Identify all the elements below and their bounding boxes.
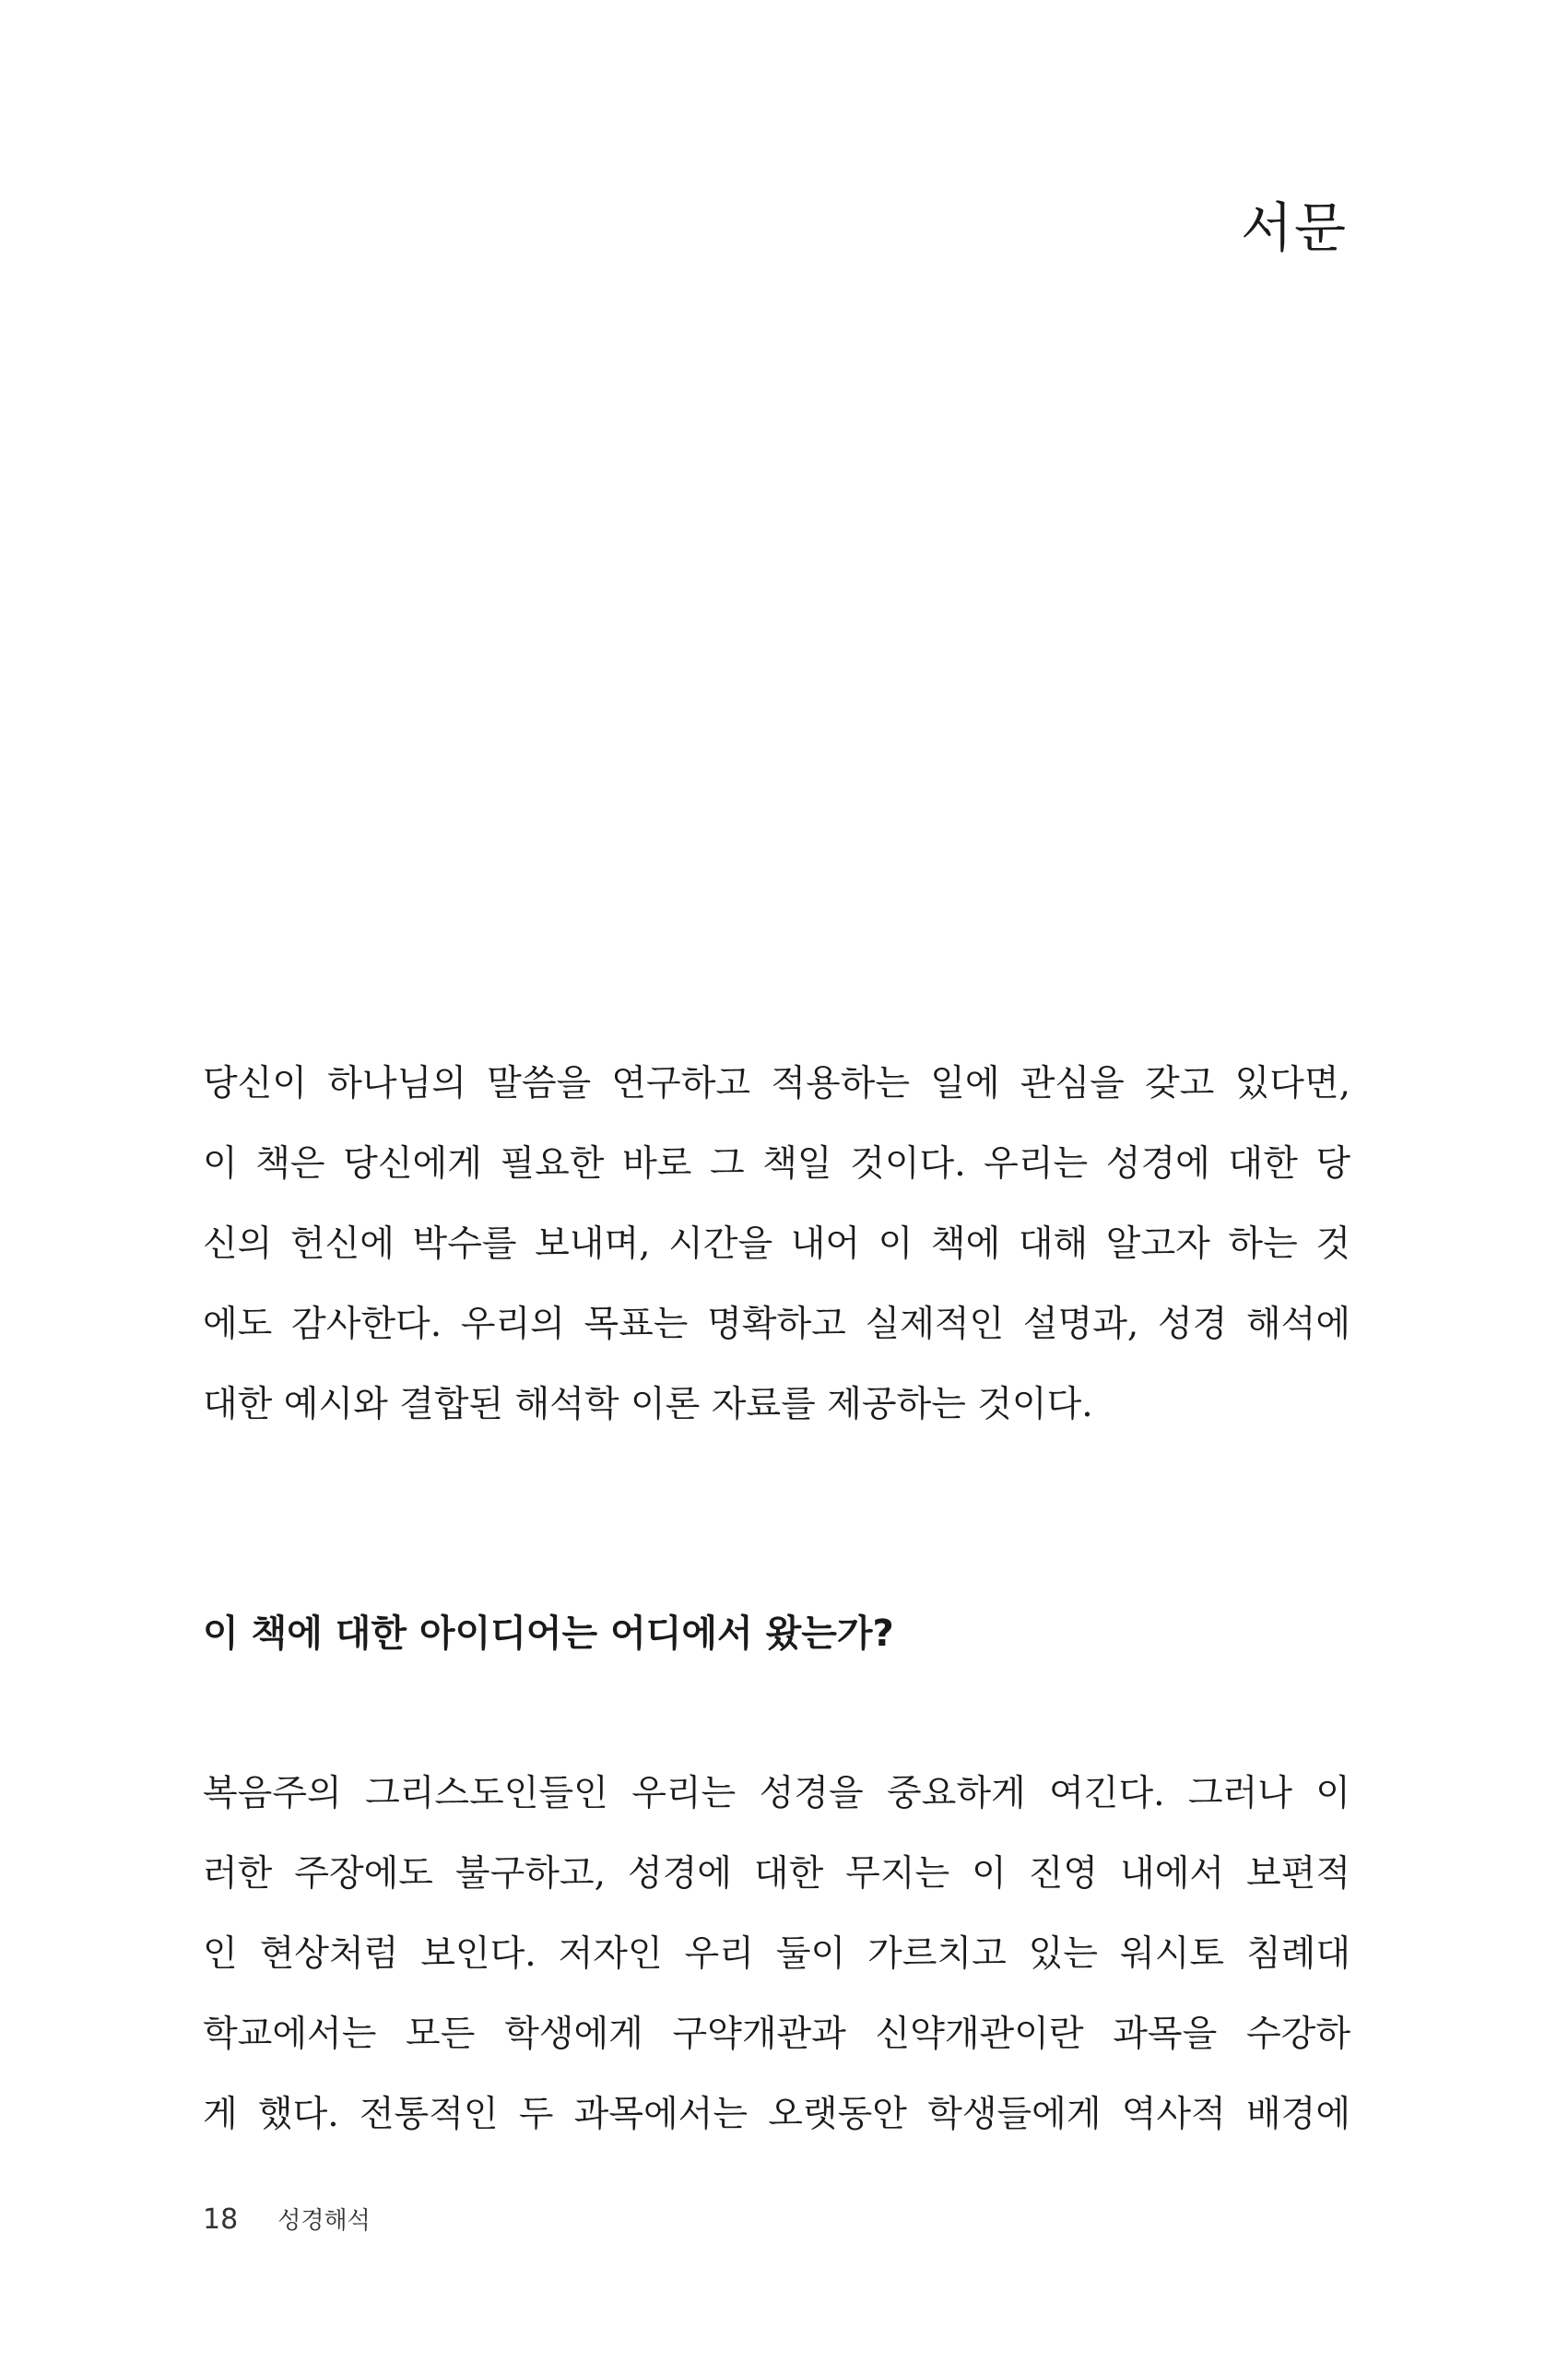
intro-line: 당신이 하나님의 말씀을 연구하고 적용하는 일에 관심을 갖고 있다면,	[203, 1063, 1350, 1104]
section-heading: 이 책에 대한 아이디어는 어디에서 왔는가?	[203, 1612, 894, 1655]
section-line: 게 했다. 전통적인 두 과목에서는 오랫동안 학생들에게 역사적 배경에	[203, 2094, 1350, 2135]
section-line: 인 현상처럼 보인다. 저자인 우리 둘이 가르치고 있는 워시토 침례대	[203, 1933, 1350, 1975]
intro-paragraph	[203, 1044, 1350, 1445]
intro-line: 신의 헌신에 박수를 보내며, 시간을 내어 이 책에 대해 알고자 하는 것	[203, 1223, 1350, 1265]
intro-line: 에도 감사한다. 우리의 목표는 명확하고 실제적인 설명과, 성경 해석에	[203, 1304, 1350, 1345]
chapter-title: 서문	[1240, 196, 1348, 259]
section-paragraph	[203, 1754, 1350, 2155]
section-line: 러한 주장에도 불구하고, 성경에 대한 무지는 이 진영 내에서 보편적	[203, 1853, 1350, 1895]
page-footer	[203, 2202, 371, 2236]
section-line: 학교에서는 모든 학생에게 구약개관과 신약개관이란 과목을 수강하	[203, 2014, 1350, 2055]
intro-line: 이 책은 당신에게 필요한 바로 그 책일 것이다. 우리는 성경에 대한 당	[203, 1143, 1350, 1185]
intro-line: 대한 예시와 결합된 해석학 이론 자료를 제공하는 것이다.	[203, 1384, 1093, 1425]
running-book-title: 성경해석	[277, 2207, 371, 2235]
section-line: 복음주의 그리스도인들인 우리는 성경을 중요하게 여긴다. 그러나 이	[203, 1773, 1350, 1814]
page-number: 18	[203, 2203, 239, 2236]
